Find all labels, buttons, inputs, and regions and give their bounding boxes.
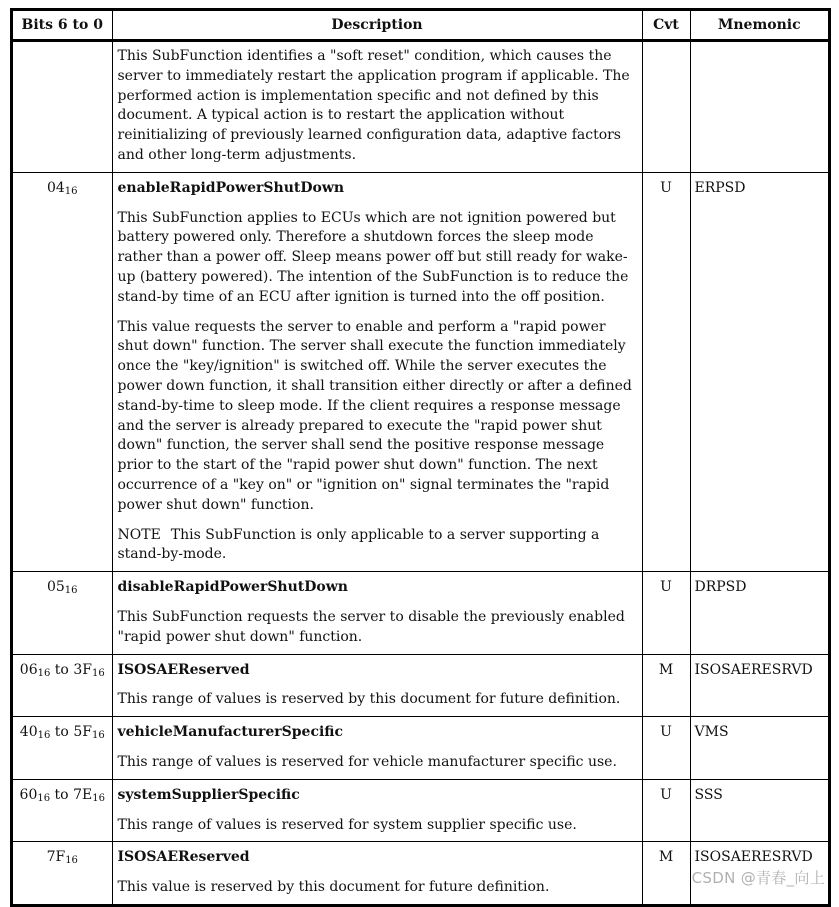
hex-value: 7F bbox=[46, 849, 66, 866]
cvt-cell: U bbox=[642, 172, 690, 571]
table-row bbox=[13, 41, 828, 173]
cvt-cell: U bbox=[642, 779, 690, 842]
hex-base-subscript: 16 bbox=[37, 792, 51, 804]
table-header-row bbox=[13, 11, 828, 41]
cvt-cell: M bbox=[642, 654, 690, 717]
watermark: CSDN @青春_向上 bbox=[691, 869, 825, 887]
hex-base-subscript: 16 bbox=[37, 667, 51, 679]
mnemonic-cell: SSS bbox=[690, 779, 828, 842]
hex-value: 7E bbox=[73, 786, 93, 803]
cvt-cell: U bbox=[642, 572, 690, 654]
description-cell bbox=[112, 572, 642, 654]
hex-base-subscript: 16 bbox=[64, 585, 78, 597]
description-cell bbox=[112, 842, 642, 904]
description-cell bbox=[112, 172, 642, 571]
bits-cell bbox=[13, 172, 112, 571]
description-paragraph: This SubFunction identifies a "soft reset" condition, which causes the server to immediately restart the application program if applicable. The performed action is implementation specific and not defined by this document. A typical action is to restart the application without reinitializing of previously learned configuration data, adaptive factors and other long-term adjustments. bbox=[117, 48, 630, 163]
description-paragraph: This SubFunction applies to ECUs which are not ignition powered but battery powered only. Therefore a shutdown forces the sleep mode rather than a power off. Sleep means power off but still ready for wake-up (battery powered). The intention of the SubFunction is to reduce the stand-by time of an ECU after ignition is turned into the off position. bbox=[117, 209, 629, 305]
hex-base-subscript: 16 bbox=[37, 730, 51, 742]
bits-range-joiner: to bbox=[50, 661, 74, 678]
bits-cell bbox=[13, 654, 112, 717]
description-paragraph: This range of values is reserved by this document for future definition. bbox=[117, 691, 621, 708]
bits-cell bbox=[13, 779, 112, 842]
cvt-cell: M bbox=[642, 842, 690, 904]
description-paragraph: This SubFunction requests the server to disable the previously enabled "rapid power shut down" function. bbox=[117, 608, 625, 645]
table-row bbox=[13, 654, 828, 717]
description-cell bbox=[112, 779, 642, 842]
note-text: This SubFunction is only applicable to a server supporting a stand-by-mode. bbox=[117, 526, 600, 563]
description-paragraph: This value requests the server to enable and perform a "rapid power shut down" function. The server shall execute the function immediately once the "key/ignition" is switched off. While the server executes the power down function, it shall transition either directly or after a defined stand-by-time to sleep mode. If the client requires a response message and the server is already prepared to execute the "rapid power shut down" function, the server shall send the positive response message prior to the start of the "rapid power shut down" function. The next occurrence of a "key on" or "ignition on" signal terminates the "rapid power shut down" function. bbox=[117, 318, 632, 513]
hex-base-subscript: 16 bbox=[91, 667, 105, 679]
hex-base-subscript: 16 bbox=[65, 855, 78, 867]
cvt-cell: U bbox=[642, 717, 690, 780]
header-cvt: Cvt bbox=[642, 11, 690, 41]
subfunction-name: systemSupplierSpecific bbox=[117, 786, 300, 803]
table-body bbox=[13, 41, 828, 904]
table-row bbox=[13, 172, 828, 571]
description-paragraph: This range of values is reserved for system supplier specific use. bbox=[117, 816, 577, 833]
hex-base-subscript: 16 bbox=[91, 730, 105, 742]
mnemonic-cell: ISOSAERESRVD bbox=[690, 842, 828, 904]
subfunction-table-grid bbox=[13, 11, 828, 904]
hex-value: 3F bbox=[73, 661, 92, 678]
table-row bbox=[13, 779, 828, 842]
hex-value: 40 bbox=[19, 724, 38, 741]
subfunction-name: enableRapidPowerShutDown bbox=[117, 179, 345, 196]
subfunction-name: ISOSAEReserved bbox=[117, 849, 250, 866]
header-description: Description bbox=[112, 11, 642, 41]
subfunction-table bbox=[10, 8, 831, 907]
hex-base-subscript: 16 bbox=[64, 185, 78, 197]
hex-value: 04 bbox=[46, 179, 65, 196]
hex-value: 05 bbox=[46, 579, 65, 596]
mnemonic-cell: DRPSD bbox=[690, 572, 828, 654]
hex-value: 06 bbox=[19, 661, 38, 678]
subfunction-name: vehicleManufacturerSpecific bbox=[117, 724, 343, 741]
bits-cell bbox=[13, 572, 112, 654]
description-cell bbox=[112, 717, 642, 780]
note-label: NOTE bbox=[117, 526, 161, 543]
bits-range-joiner: to bbox=[50, 724, 74, 741]
mnemonic-cell bbox=[690, 41, 828, 173]
description-paragraph: This value is reserved by this document for future definition. bbox=[117, 879, 550, 896]
note-paragraph bbox=[118, 526, 637, 566]
description-cell bbox=[112, 41, 642, 173]
description-cell bbox=[112, 654, 642, 717]
hex-value: 5F bbox=[73, 724, 92, 741]
subfunction-name: ISOSAEReserved bbox=[117, 661, 250, 678]
bits-cell bbox=[13, 41, 112, 173]
mnemonic-cell: ISOSAERESRVD bbox=[690, 654, 828, 717]
header-mnemonic: Mnemonic bbox=[690, 11, 828, 41]
hex-value: 60 bbox=[19, 786, 38, 803]
mnemonic-cell: VMS bbox=[690, 717, 828, 780]
header-bits: Bits 6 to 0 bbox=[13, 11, 112, 41]
description-paragraph: This range of values is reserved for vehicle manufacturer specific use. bbox=[117, 753, 617, 770]
bits-cell bbox=[13, 717, 112, 780]
bits-range-joiner: to bbox=[50, 786, 74, 803]
bits-cell bbox=[13, 842, 112, 904]
cvt-cell bbox=[642, 41, 690, 173]
subfunction-name: disableRapidPowerShutDown bbox=[117, 579, 348, 596]
hex-base-subscript: 16 bbox=[92, 792, 105, 804]
table-row bbox=[13, 572, 828, 654]
table-row bbox=[13, 717, 828, 780]
mnemonic-cell: ERPSD bbox=[690, 172, 828, 571]
